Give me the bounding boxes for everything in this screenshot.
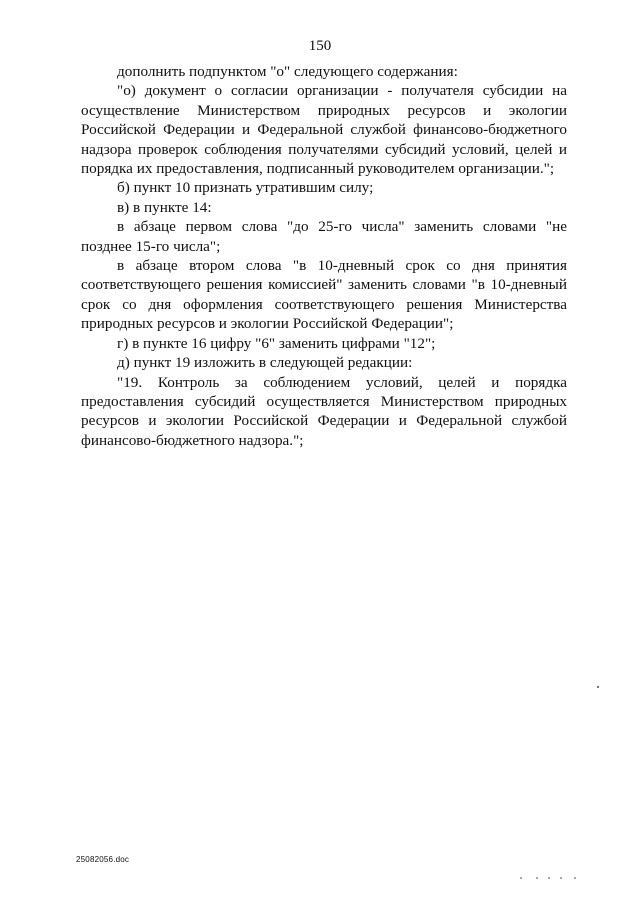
paragraph-item-b: б) пункт 10 признать утратившим силу;: [117, 179, 374, 197]
scan-artifact-mark: [536, 877, 538, 879]
scan-artifact-mark: [560, 877, 562, 879]
paragraph-item-g: г) в пункте 16 цифру "6" заменить цифрами "12";: [117, 334, 436, 352]
document-body: [81, 62, 567, 450]
paragraph-item-d: д) пункт 19 изложить в следующей редакции:: [117, 354, 413, 372]
paragraph-item-19: "19. Контроль за соблюдением условий, целей и порядка предоставления субсидий осуществляется Министерством природных ресурсов и экологии Российской Федерации и Федеральной службой финансово-бюджетного надзора.";: [81, 373, 567, 449]
footer-filename: 25082056.doc: [76, 855, 130, 864]
scan-artifact-mark: [548, 877, 550, 879]
paragraph-item-v-first-abzac: в абзаце первом слова "до 25-го числа" заменить словами "не позднее 15-го числа";: [81, 218, 567, 255]
paragraph-item-v-second-abzac: в абзаце втором слова "в 10-дневный срок со дня принятия соответствующего решения комиссией" заменить словами "в 10-дневный срок со дня оформления соответствующего решения Министерства природных ресурсов и экологии Российской Федерации";: [81, 257, 567, 333]
paragraph-intro: дополнить подпунктом "о" следующего содержания:: [117, 63, 458, 80]
scan-artifact-mark: [597, 686, 599, 688]
paragraph-item-v: в) в пункте 14:: [117, 198, 212, 216]
scan-artifact-mark: [574, 877, 576, 879]
scan-artifact-mark: [520, 877, 522, 879]
paragraph-subitem-o: "о) документ о согласии организации - получателя субсидии на осуществление Министерством природных ресурсов и экологии Российской Федерации и Федеральной службой финансово-бюджетного надзора проверок соблюдения получателями субсидий условий, целей и порядка их предоставления, подписанный руководителем организации.";: [81, 82, 567, 178]
page-number: 150: [308, 38, 332, 54]
